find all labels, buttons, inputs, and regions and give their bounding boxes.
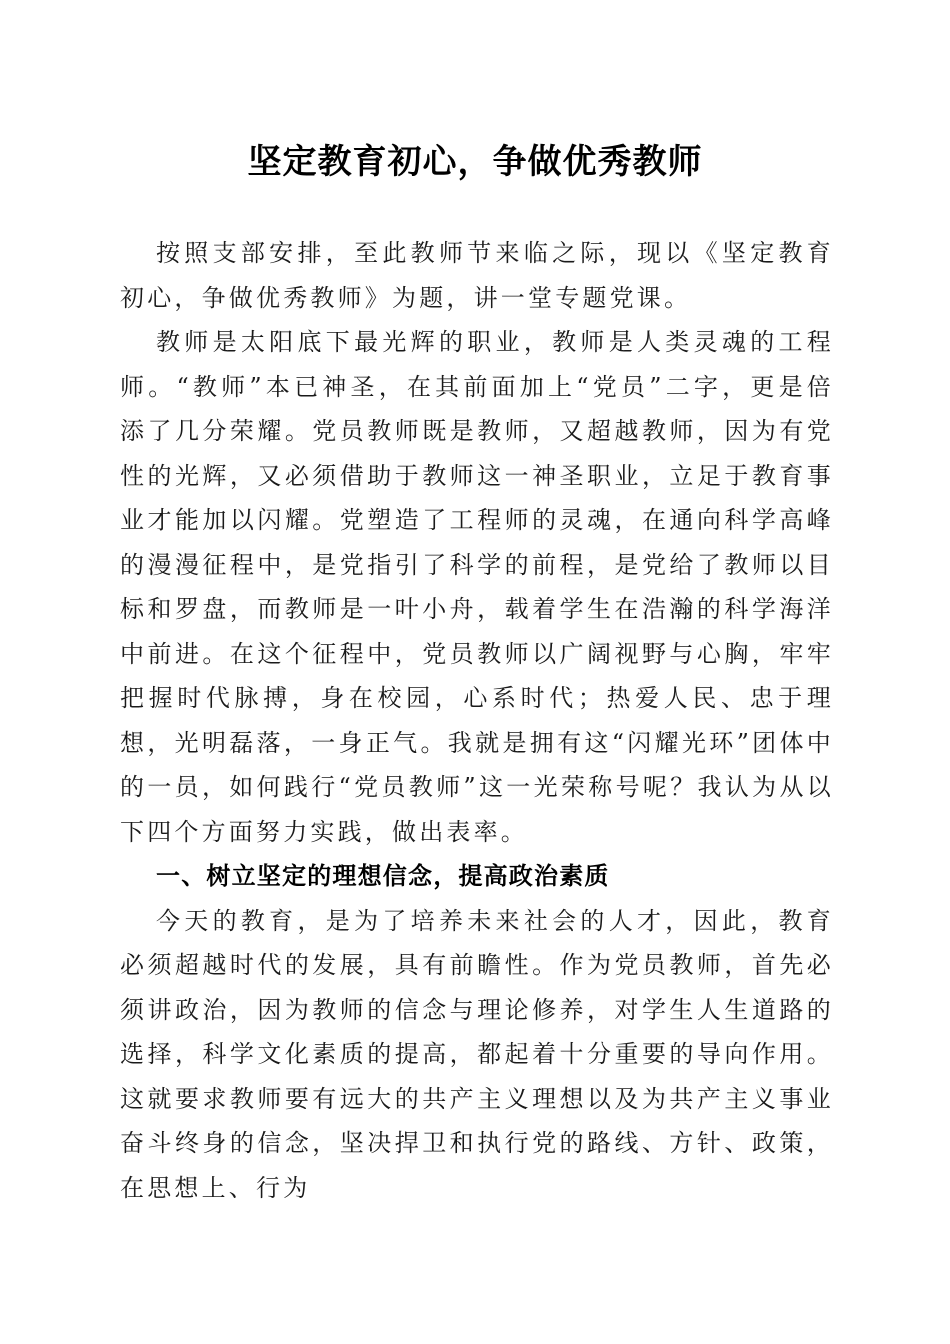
- document-body: [120, 231, 834, 1210]
- document-title: 坚定教育初心，争做优秀教师: [247, 142, 703, 182]
- section-heading: 一、树立坚定的理想信念，提高政治素质: [156, 862, 610, 890]
- body-paragraph: 教师是太阳底下最光辉的职业，教师是人类灵魂的工程师。“教师”本已神圣，在其前面加上“党员”二字，更是倍添了几分荣耀。党员教师既是教师，又超越教师，因为有党性的光辉，又必须借助于教师这一神圣职业，立足于教育事业才能加以闪耀。党塑造了工程师的灵魂，在通向科学高峰的漫漫征程中，是党指引了科学的前程，是党给了教师以目标和罗盘，而教师是一叶小舟，载着学生在浩瀚的科学海洋中前进。在这个征程中，党员教师以广阔视野与心胸，牢牢把握时代脉搏，身在校园，心系时代；热爱人民、忠于理想，光明磊落，一身正气。我就是拥有这“闪耀光环”团体中的一员，如何践行“党员教师”这一光荣称号呢？我认为从以下四个方面努力实践，做出表率。: [120, 328, 834, 846]
- intro-paragraph: 按照支部安排，至此教师节来临之际，现以《坚定教育初心，争做优秀教师》为题，讲一堂专题党课。: [120, 239, 834, 312]
- section-paragraph: 今天的教育，是为了培养未来社会的人才，因此，教育必须超越时代的发展，具有前瞻性。作为党员教师，首先必须讲政治，因为教师的信念与理论修养，对学生人生道路的选择，科学文化素质的提高，都起着十分重要的导向作用。这就要求教师要有远大的共产主义理想以及为共产主义事业奋斗终身的信念，坚决捍卫和执行党的路线、方针、政策，在思想上、行为: [120, 906, 834, 1202]
